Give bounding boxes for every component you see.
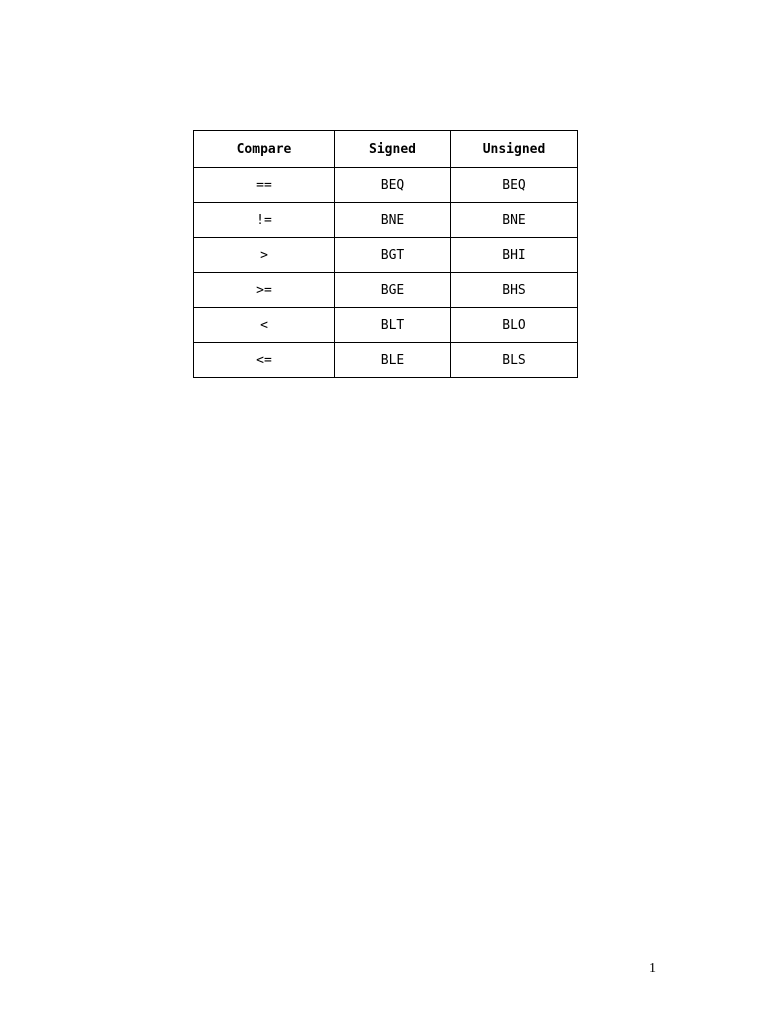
unsigned-cell: BEQ — [451, 168, 578, 203]
header-unsigned: Unsigned — [451, 131, 578, 168]
compare-cell: == — [194, 168, 335, 203]
compare-cell: <= — [194, 343, 335, 378]
unsigned-cell: BLS — [451, 343, 578, 378]
unsigned-cell: BLO — [451, 308, 578, 343]
table-row — [194, 273, 578, 308]
signed-cell: BGT — [335, 238, 451, 273]
header-signed: Signed — [335, 131, 451, 168]
table-row — [194, 343, 578, 378]
unsigned-cell: BHI — [451, 238, 578, 273]
header-compare: Compare — [194, 131, 335, 168]
signed-cell: BGE — [335, 273, 451, 308]
branch-instruction-table — [193, 130, 578, 378]
table-row — [194, 308, 578, 343]
table-row — [194, 168, 578, 203]
signed-cell: BLE — [335, 343, 451, 378]
table-row — [194, 238, 578, 273]
compare-cell: != — [194, 203, 335, 238]
compare-cell: > — [194, 238, 335, 273]
signed-cell: BLT — [335, 308, 451, 343]
unsigned-cell: BHS — [451, 273, 578, 308]
signed-cell: BEQ — [335, 168, 451, 203]
table-header-row — [194, 131, 578, 168]
compare-cell: < — [194, 308, 335, 343]
compare-cell: >= — [194, 273, 335, 308]
table-row — [194, 203, 578, 238]
unsigned-cell: BNE — [451, 203, 578, 238]
signed-cell: BNE — [335, 203, 451, 238]
page-number: 1 — [649, 961, 656, 976]
